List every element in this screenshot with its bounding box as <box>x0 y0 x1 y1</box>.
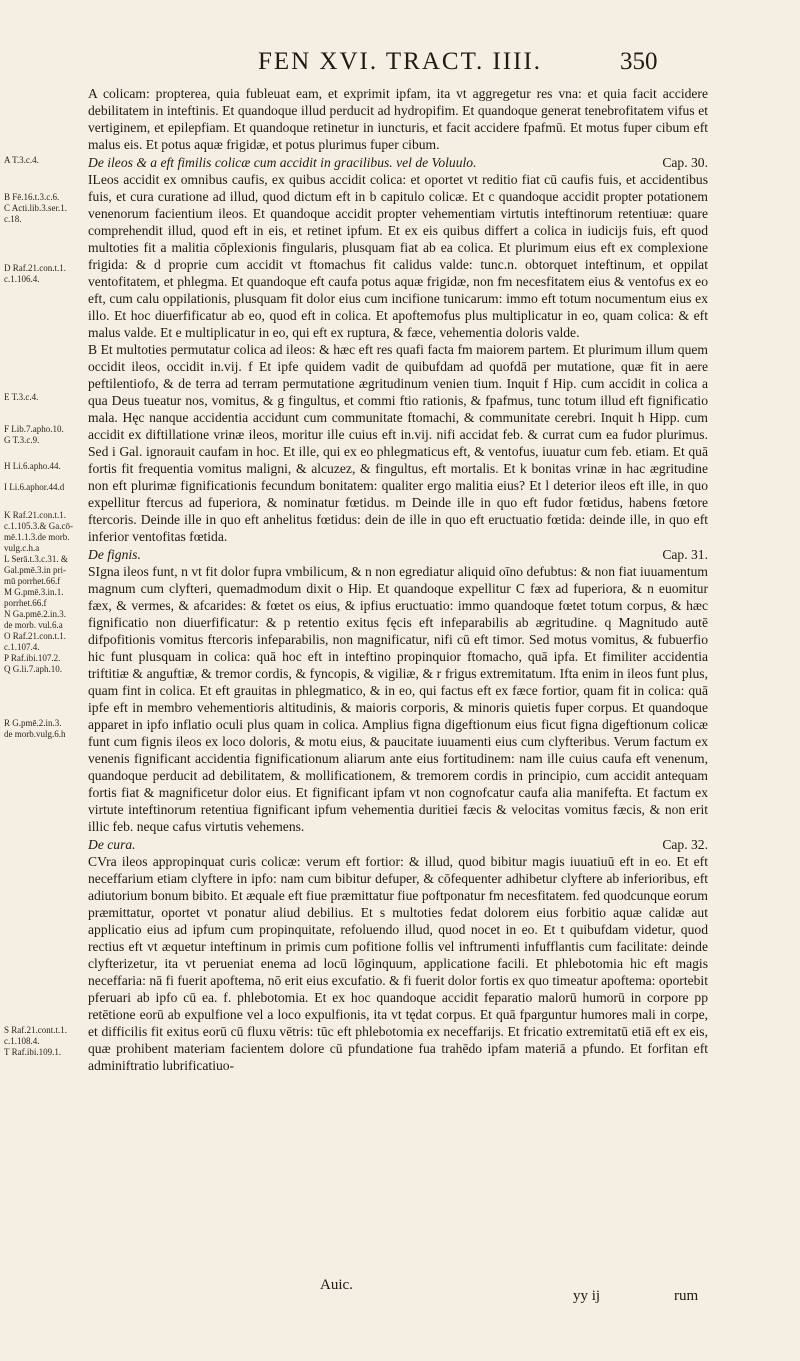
margin-line: H Li.6.apho.44. <box>4 461 61 471</box>
margin-line: K Raf.21.con.t.1. <box>4 510 66 520</box>
margin-line: c.1.106.4. <box>4 274 40 284</box>
margin-line: c.1.107.4. <box>4 642 40 652</box>
margin-line: E T.3.c.4. <box>4 392 39 402</box>
main-text <box>88 85 708 1074</box>
chapter-heading-cure <box>88 836 708 853</box>
margin-note-e <box>4 392 74 403</box>
chapter-title: De cura. <box>88 837 136 852</box>
margin-line: R G.pmē.2.in.3. <box>4 718 62 728</box>
margin-line: D Raf.21.con.t.1. <box>4 263 66 273</box>
margin-note-s <box>4 1025 74 1058</box>
margin-line: N Ga.pmē.2.in.3. <box>4 609 66 619</box>
paragraph-signs: SIgna ileos funt, n vt fit dolor fupra vmbilicum, & n non egrediatur aliquid oīno defubtus: & non fiat iuuamentum magnum cum clyfteri, quemadmodum dixit o Hip. Et quandoque expellitur C fæx ad fuperiora, & n euomitur fæx, & vermes, & afcarides: & fœtet os eius, & ipfius eructuatio: immo quandoque fœtet totum corpus, & hæc fignificatio non diuerfificatur: & p retentio exitus fęcis eft infeparabilis ab ægritudine. q Magnitudo autē difpofitionis vomitus ftercoris infeparabilis, non magnificatur, nifi cū eft timor. Sed motus vomitus, & fubuerfio hic funt plusquam in colica: quā hoc eft in inteftino propinquior ftomacho, quā ipfa. Et fimiliter accidentia triftitiæ & anguftiæ, & tremor cordis, & fyncopis, & vigiliæ, & r frigus extremitatum. Ifta enim in ileos funt plus, quam fint in colica. Et eft grauitas in phlegmatico, & in eo, qui factus eft ex fæce fortior, quam fit in colica: quā ipfe eft in membro vehementioris altitudinis, & maioris corporis, & minoris quietis fuper corpus. Et quandoque apparet in ipfo inflatio oculi plus quam in colica. Amplius figna digeftionum eius ficut figna digeftionum colicæ funt cum fignis ileos ex loco doloris, & motu eius, & paucitate iuuamenti eius cum clyfteribus. Verum factum ex venenis fignificant accidentia fignificationum aliarum ante eius fortitudinem: nam ille cuius caufa eft venenum, quandoque perducit ad debilitatem, & mollificationem, & tremorem cordis in principio, cum accidit antequam fortis fiat & magnificetur dolor eius. Et fignificant ipfam vt non cognofcatur caufa alia manifefta. Et factum ex virtute inteftinorum retentiua fignificant ipfum vehementia duritiei fæcis & velocitas vomitus fæcis, & non erit illic feb. neque cafus virtutis vehemens. <box>88 564 708 834</box>
margin-line: c.1.105.3.& Ga.cō- <box>4 521 73 531</box>
margin-line: c.1.108.4. <box>4 1036 40 1046</box>
margin-line: G T.3.c.9. <box>4 435 40 445</box>
margin-line: de morb. vul.6.a <box>4 620 63 630</box>
margin-line: S Raf.21.cont.t.1. <box>4 1025 67 1035</box>
margin-line: T Raf.ibi.109.1. <box>4 1047 62 1057</box>
margin-line: mē.1.1.3.de morb. <box>4 532 70 542</box>
chapter-number: Cap. 30. <box>662 155 708 170</box>
margin-line: vulg.c.h.a <box>4 543 40 553</box>
margin-line: O Raf.21.con.t.1. <box>4 631 66 641</box>
margin-line: M G.pmē.3.in.1. <box>4 587 64 597</box>
margin-line: F Lib.7.apho.10. <box>4 424 64 434</box>
margin-line: porrhet.66.f <box>4 598 47 608</box>
margin-line: de morb.vulg.6.h <box>4 729 66 739</box>
margin-note-a <box>4 155 74 166</box>
chapter-number: Cap. 32. <box>662 837 708 852</box>
margin-note-f <box>4 424 74 446</box>
signature-mark: yy ij <box>573 1288 601 1304</box>
margin-line: mū porrhet.66.f <box>4 576 61 586</box>
margin-line: Q G.li.7.aph.10. <box>4 664 62 674</box>
paragraph-ileos: ILeos accidit ex omnibus caufis, ex quibus accidit colica: et oportet vt reditio fiat cū caufis fuis, et accidentibus fuis, et cura curatione ad illud, quod dictum eft in b capitulo colicæ. Et c quandoque accidit propter potationem venenorum facientium ileos. Et quandoque accidit propter vehementiam virtutis inteftinorum retentiuæ: quare comprehendit illud, quod eft in eis, et retinet ipfum. Et ex eis quibus differt a colica in iudicijs fuis, eft quod multoties fit a malitia cōplexionis fingularis, plusquam fiat ab ea colica. Et plurimum eius eft ex complexione frigida: & d proprie cum accidit vt ftomachus fit calidus valde: tunc.n. obtorquet inteftinum, et oppilat ventofitatem, et phlegma. Et quandoque eft caufa potus aquæ frigidæ, non fm necesfitatem eius & ventofus ex eo eft, cum calu oppilationis, plusquam fit dolor eius cum incifione tunicarum: immo eft totum nocumentum eius ex illo. Et hoc diuerfificatur ab eo, quod eft in colica. Et apoftemofus plus multiplicatur in eo, quam colica: & eft malus valde. Et e multiplicatur in eo, qui eft ex ruptura, & fæce, vehementia doloris valde. <box>88 172 708 340</box>
page-number: 350 <box>620 48 658 75</box>
chapter-title: De ileos & a eft fimilis colicæ cum accidit in gracilibus. vel de Voluulo. <box>88 155 477 170</box>
chapter-heading-signs <box>88 546 708 563</box>
chapter-heading-ileos <box>88 154 708 171</box>
margin-note-d <box>4 263 74 285</box>
paragraph-colica: A colicam: propterea, quia fubleuat eam, et exprimit ipfam, ita vt aggregetur res vna: et quia facit accidere debilitatem in inteftinis. Et quandoque illud perducit ad hydropifim. Et quandoque generat tenebrofitatem vifus et vertiginem, et epilepfiam. Et quandoque retinetur in iuncturis, et facit accidere fpafmū. Et motus fuper cibum eft malus eis. Et potus aquæ frigidæ, et potus plurimus fuper cibum. <box>88 86 708 152</box>
margin-note-k <box>4 510 74 675</box>
margin-line: A T.3.c.4. <box>4 155 39 165</box>
margin-note-h <box>4 461 74 472</box>
margin-note-r <box>4 718 74 740</box>
paragraph-cure: CVra ileos appropinquat curis colicæ: verum eft fortior: & illud, quod bibitur magis iuuatiuū eft in eo. Et eft neceffarium etiam clyftere in ipfo: nam cum bibitur defuper, & cōfequenter adhibetur clyftere ab inferioribus, eft adiutorium bonum bibito. Et æquale eft fiue præmittatur fiue poftponatur fm necesfitatem. fed quodcunque eorum præmittatur, oportet vt ponatur aliud debilius. Et s multoties fedat dolorem eius forbitio aquæ calidæ aut applicatio eius ad ipfum cum propinquitate, refoluendo illud, quod nocet in eo. Et t quibufdam videtur, quod rectius eft vt æquetur inteftinum in primis cum pofitione follis vel inftrumenti infufflantis cum facilitate: deinde clyfterizetur, ita vt perueniat enema ad locū lōginquum, applicatione facili. Et phlebotomia hic eft magis neceffaria: nā fi fuerit apoftema, nō erit eius excufatio. & fi fuerit dolor fortis ex quo timeatur apoftema: oportebit pferuari ab ipfo cū ea. f. phlebotomia. Et ex hoc quandoque accidit feparatio malorū humorū in corpore pp retētione eorū ab expulfione vel a loco expulfionis, ita vt tędat corpus. Et quā fparguntur humores mali in corpe, et difficilis fit exitus eorū cū fluxu vētris: tūc eft phlebotomia ex neceffarijs. Et fricatio extremitatū etiā eft ex eis, quæ prohibent materiam facientem dolore cū pfundatione fua trahēdo ipfam materiā a pfundo. Et forfitan eft adminiftratio lubrificatiuo- <box>88 854 708 1073</box>
running-header: FEN XVI. TRACT. IIII. <box>257 48 543 75</box>
margin-note-b <box>4 192 74 225</box>
margin-line: B Fē.16.t.3.c.6. <box>4 192 60 202</box>
margin-line: L Serā.t.3.c.31. & <box>4 554 68 564</box>
margin-line: Gal.pmē.3.in pri- <box>4 565 66 575</box>
margin-note-i <box>4 482 74 493</box>
catchword-right: rum <box>674 1288 699 1304</box>
chapter-title: De fignis. <box>88 547 141 562</box>
margin-line: P Raf.ibi.107.2. <box>4 653 61 663</box>
paragraph-permutatur: B Et multoties permutatur colica ad ileos: & hæc eft res quafi facta fm maiorem partem. Et plurimum illum quem occidit ileos, occidit in.vij. f Et ipfe quidem vadit de quibufdam ad quofdā per mutatione, quæ fit in aere peftilentiofo, & de terra ad terram permutatione ægritudinum venien tium. Inquit f Hip. cum accidit in colica a qua Deus tueatur nos, vomitus, & g fingultus, et commi ftio rationis, & fpafmus, tunc totum illud eft fignificatio mala. Hęc nanque accidentia accidunt cum communitate ftomachi, & communitate cerebri. Inquit h Hipp. cum accidit ex diftillatione vrinæ ileos, moritur ille cuius eft in.vij. nifi accidat feb. & currat cum ea fudor plurimus. Sed i Gal. ignorauit caufam in hoc. Et ille, qui ex eo phlegmaticus eft, & ventofus, iuuatur cum feb. etiam. Et quā fortis fit frequentia vomitus maligni, & alcuzez, & fingultus, eft mortalis. Et k bonitas vrinæ in hac ægritudine non eft plurimæ fignificationis fecundum bonitatem: qualiter ergo malitia eius? Et l deterior ileos eft ille, in quo expellitur ftercus ad fuperiora, & nominatur fœtidus. m Deinde ille in quo eft fudor fœtidus, habens fœtore ftercoris. Deinde ille in quo eft anhelitus fœtidus: dein de ille in quo eft eructuatio fœtida: deinde ille, in quo eft inferior ventofitas fœtida. <box>88 342 708 544</box>
margin-line: C Acti.lib.3.ser.1. <box>4 203 67 213</box>
chapter-number: Cap. 31. <box>662 547 708 562</box>
margin-line: I Li.6.aphor.44.d <box>4 482 65 492</box>
margin-line: c.18. <box>4 214 22 224</box>
catchword-left: Auic. <box>320 1277 353 1293</box>
